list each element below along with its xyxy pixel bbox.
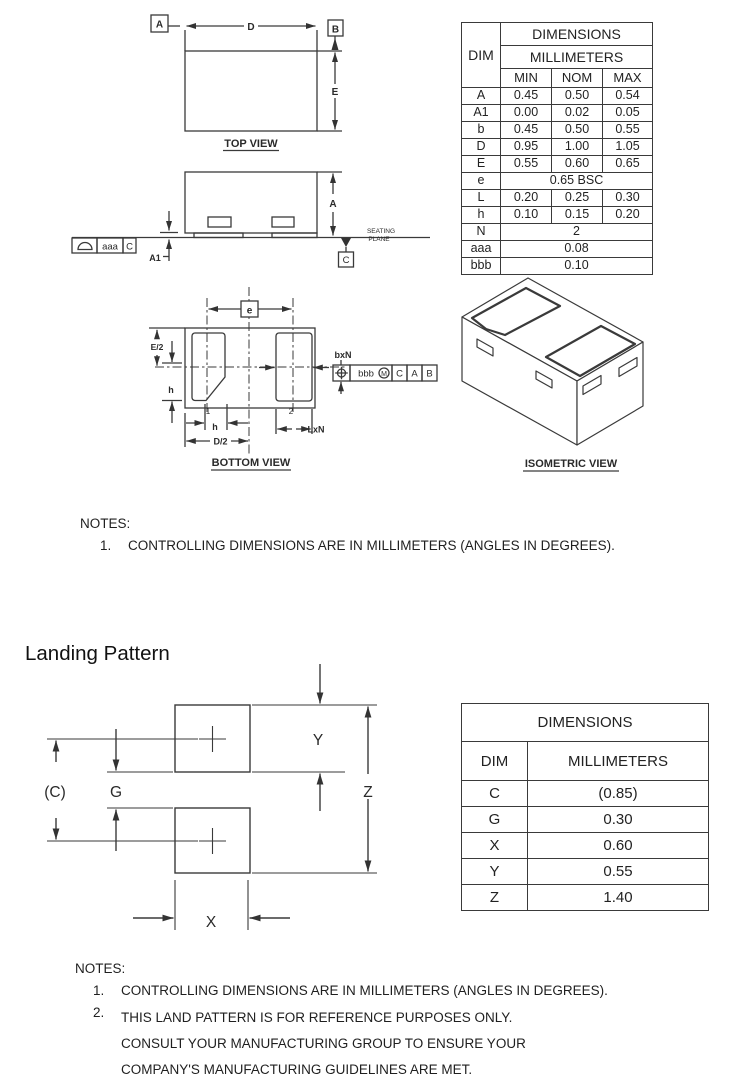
table-title: DIMENSIONS (501, 23, 653, 46)
pitch-e-label: e (246, 305, 253, 317)
table-row: Z 1.40 (462, 885, 709, 911)
dim-header: DIM (462, 23, 501, 88)
note-text: CONTROLLING DIMENSIONS ARE IN MILLIMETERS (ANGLES IN DEGREES). (128, 538, 615, 553)
bottom-view-label: BOTTOM VIEW (211, 457, 291, 469)
dim-z-label: Z (363, 784, 373, 801)
h-bottom-label: h (212, 422, 218, 432)
nom-header: NOM (552, 69, 603, 88)
table-row: D 0.95 1.00 1.05 (462, 139, 653, 156)
note-item (80, 538, 720, 553)
bottom-view (149, 287, 437, 455)
units-header: MILLIMETERS (528, 742, 709, 781)
table-row: G 0.30 (462, 807, 709, 833)
table-title: DIMENSIONS (462, 704, 709, 742)
notes-heading: NOTES: (75, 961, 126, 976)
fcf-datum-a: A (411, 368, 418, 380)
fcf-c-label: C (126, 241, 133, 253)
table-row: h 0.10 0.15 0.20 (462, 207, 653, 224)
note-line: COMPANY'S MANUFACTURING GUIDELINES ARE MET. (121, 1062, 473, 1077)
datum-a-label: A (155, 19, 164, 31)
table-row: A 0.45 0.50 0.54 (462, 88, 653, 105)
landing-pattern-svg (30, 655, 430, 940)
top-view-label: TOP VIEW (224, 138, 278, 150)
note-item (75, 983, 735, 998)
table-row (462, 23, 653, 46)
table-row: b 0.45 0.50 0.55 (462, 122, 653, 139)
landing-pattern-title: Landing Pattern (25, 642, 170, 665)
datum-c-label: C (342, 255, 350, 266)
pad-center-crosses (199, 726, 226, 854)
dim-d-label: D (247, 22, 255, 33)
note-text (121, 1005, 526, 1083)
pin2-label: 2 (288, 407, 294, 416)
isometric-view-label: ISOMETRIC VIEW (524, 458, 618, 470)
table-row: bbb 0.10 (462, 258, 653, 275)
dim-y-label: Y (312, 732, 324, 749)
dim-g-label: G (109, 784, 123, 801)
note-text: CONTROLLING DIMENSIONS ARE IN MILLIMETERS (ANGLES IN DEGREES). (121, 983, 608, 998)
dim-c-label: (C) (44, 784, 66, 801)
package-drawing-svg (0, 0, 455, 500)
table-row (462, 742, 709, 781)
units-header: MILLIMETERS (501, 46, 653, 69)
fcf-datum-c: C (396, 368, 403, 380)
isometric-view-svg (440, 270, 690, 480)
h-side-label: h (168, 385, 174, 395)
side-view (72, 172, 430, 267)
e-half-label: E/2 (150, 342, 164, 352)
table-row: E 0.55 0.60 0.65 (462, 156, 653, 173)
note-line: THIS LAND PATTERN IS FOR REFERENCE PURPOSES ONLY. (121, 1010, 513, 1025)
package-dimension-table (461, 22, 653, 275)
bxn-label: bxN (334, 350, 352, 360)
note-number: 1. (93, 983, 105, 998)
dim-a-label: A (329, 199, 337, 210)
table-row: Y 0.55 (462, 859, 709, 885)
dim-header: DIM (462, 742, 528, 781)
note-item (75, 1005, 735, 1083)
pin1-label: 1 (205, 407, 211, 416)
table-row: C (0.85) (462, 781, 709, 807)
fcf-bbb-label: bbb (358, 368, 374, 380)
fcf-aaa-label: aaa (102, 241, 118, 253)
max-header: MAX (603, 69, 653, 88)
note-number: 2. (93, 1005, 105, 1020)
fcf-datum-b: B (426, 368, 433, 380)
note-number: 1. (100, 538, 112, 553)
d-half-label: D/2 (213, 436, 228, 447)
table-row: e 0.65 BSC (462, 173, 653, 190)
package-notes (80, 516, 720, 553)
min-header: MIN (501, 69, 552, 88)
dim-a1-label: A1 (149, 253, 161, 263)
seating-plane-label-2: PLANE (368, 236, 390, 243)
table-row: L 0.20 0.25 0.30 (462, 190, 653, 207)
datum-b-label: B (331, 24, 340, 36)
landing-dimension-table (461, 703, 709, 911)
fcf-mmc-label: M (381, 370, 387, 378)
table-row: A1 0.00 0.02 0.05 (462, 105, 653, 122)
lxn-label: LxN (307, 424, 325, 435)
dim-x-label: X (205, 914, 217, 931)
profile-symbol-icon (78, 243, 92, 250)
note-line: CONSULT YOUR MANUFACTURING GROUP TO ENSURE YOUR (121, 1036, 526, 1051)
seating-plane-label-1: SEATING (366, 228, 396, 235)
notes-heading: NOTES: (80, 516, 131, 531)
table-row (462, 704, 709, 742)
landing-notes (75, 961, 735, 1083)
table-row: aaa 0.08 (462, 241, 653, 258)
table-row: N 2 (462, 224, 653, 241)
dim-e-label: E (331, 87, 339, 98)
table-row: X 0.60 (462, 833, 709, 859)
